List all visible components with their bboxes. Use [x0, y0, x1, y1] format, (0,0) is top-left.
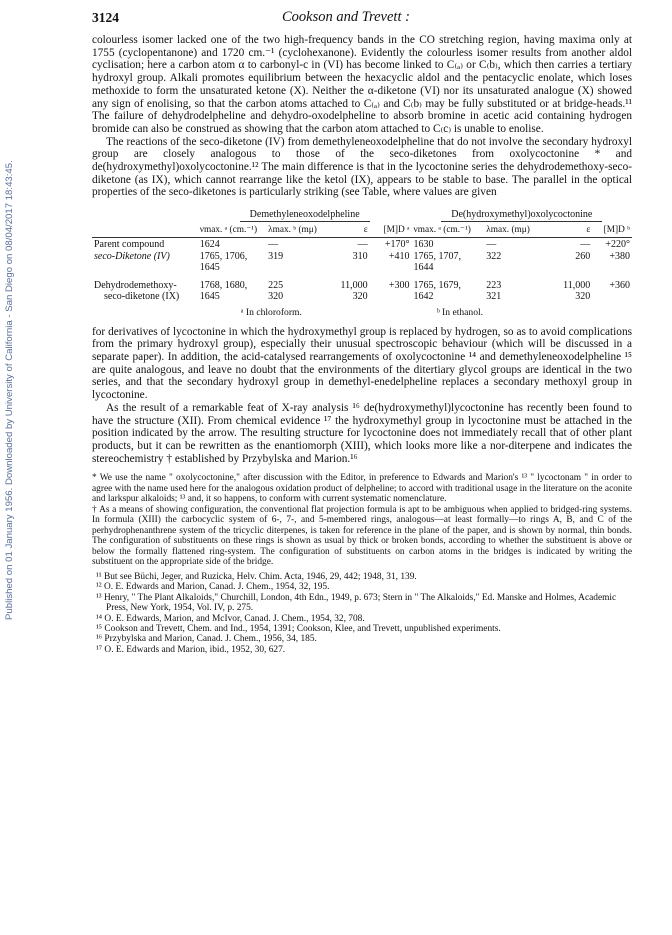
table-cell: 11,000 320 — [563, 279, 591, 303]
table-footnotes — [92, 307, 632, 318]
reference: ¹⁴ O. E. Edwards, Marion, and McIvor, Canad. J. Chem., 1954, 32, 708. — [96, 613, 365, 624]
reference-list — [92, 572, 632, 655]
table-column-header: λmax. ᵇ (mμ) — [266, 222, 321, 238]
table-cell: Dehydrodemethoxy- seco-diketone (IX) — [94, 279, 180, 303]
reference: ¹⁶ Przybylska and Marion, Canad. J. Chem., 1956, 34, 185. — [96, 634, 317, 645]
table-footnote: ᵇ In ethanol. — [436, 306, 484, 318]
table-footnote: ᵃ In chloroform. — [240, 306, 302, 318]
page-header — [92, 10, 632, 28]
reference: ¹⁵ Cookson and Trevett, Chem. and Ind., 1954, 1391; Cookson, Klee, and Trevett, unpublished experiments. — [96, 623, 501, 634]
table-cell: Parent compound — [94, 239, 165, 251]
sidebar-watermark — [2, 120, 18, 620]
table-cell: +410 — [388, 250, 410, 262]
table-cell: 319 — [268, 250, 284, 262]
table-cell: +300 — [388, 279, 410, 291]
table-column-header: ε — [321, 222, 369, 238]
table-cell: 1765, 1707, 1644 — [413, 250, 462, 274]
reference: ¹³ Henry, " The Plant Alkaloids," Churchill, London, 4th Edn., 1949, p. 673; Stern in " The Alkaloids," Ed. Manske and Holmes, Academic Press, New York, 1954, Vol. IV, p. 275. — [96, 592, 617, 614]
table-group-header: Demethyleneoxodelpheline — [240, 209, 370, 222]
reference: ¹⁷ O. E. Edwards and Marion, ibid., 1952, 30, 627. — [96, 644, 286, 655]
table-column-header: [M]D ᵇ — [592, 222, 632, 238]
table-row — [92, 238, 632, 251]
page-number: 3124 — [92, 10, 119, 25]
table-cell: 225 320 — [268, 279, 284, 303]
table-column-header: [M]D ᵃ — [370, 222, 412, 238]
running-title: Cookson and Trevett : — [282, 9, 410, 25]
table-column-header: ε — [544, 222, 592, 238]
table-column-header: νmax. ᵃ (cm.⁻¹) — [198, 222, 266, 238]
table-cell: 260 — [575, 250, 591, 262]
table-column-header: λmax. (mμ) — [484, 222, 544, 238]
paragraph: colourless isomer lacked one of the two high-frequency bands in the CO stretching region, having maxima only at 1755 (cyclopentanone) and 1720 cm.⁻¹ (cyclohexanone). Evidently the colourless isomer results from another aldol cyclisation; here a carbon atom α to carbonyl-c in (VI) has become linked to C₍ₐ₎ or C₍b₎, which then carries a tertiary hydroxyl group. Alkali promotes equilibrium between the hexacyclic aldol and the pentacyclic enolate, which loses methoxide to form the unsaturated ketone (X). Neither the α-diketone (VI) nor its unsaturated analogue (X) showed any sign of enolising, so that the carbon atoms attached to C₍ₐ₎ and C₍b₎ may be fully substituted or at bridge-heads.¹¹ The failure of dehydrodelpheline and dehydro-oxodelpheline to absorb bromine in acetic acid containing hydrogen bromide can also be construed as showing that the carbon atom attached to C₍c₎ is unable to enolise. — [92, 34, 632, 135]
table-column-header — [92, 222, 198, 238]
table-cell: 1768, 1680, 1645 — [199, 279, 248, 303]
table-cell: +380 — [609, 250, 630, 262]
table-cell: +170° — [384, 239, 410, 251]
reference: ¹² O. E. Edwards and Marion, Canad. J. Chem., 1954, 32, 195. — [96, 582, 330, 593]
table-cell: +360 — [609, 279, 630, 291]
table-group-header: De(hydroxymethyl)oxolycoctonine — [441, 209, 602, 222]
table-cell: 310 — [352, 250, 368, 262]
paragraph: As the result of a remarkable feat of X-ray analysis ¹⁶ de(hydroxymethyl)lycoctonine has recently been found to have the structure (XII). From chemical evidence ¹⁷ the hydroxymethyl group in lycoctonine must be attached in the position indicated by the arrow. The resulting structure for lycoctonine does not immediately recall that of other plant products, but it can be rewritten as the enantiomorph (XIII), which looks more like a nor-diterpene and indicates the stereochemistry † established by Przybylska and Marion.¹⁶ — [92, 401, 632, 465]
paragraph: for derivatives of lycoctonine in which the hydroxymethyl group is replaced by hydrogen, so as to avoid complications from the primary hydroxyl group), especially their unusual spectroscopic behaviour (which will be discussed in a separate paper). In addition, the acid-catalysed rearrangements of oxolycoctonine ¹⁴ and demethyleneoxodelpheline ¹⁵ are quite analogous, and leave no doubt that the environments of the ditertiary glycol groups are identical in the two series, and that the secondary hydroxyl group in demethyl-enedelpheline replaces a secondary methoxyl group in lycoctonine. — [92, 325, 632, 402]
reference: ¹¹ But see Büchi, Jeger, and Ruzicka, Helv. Chim. Acta, 1946, 29, 442; 1948, 31, 139. — [96, 571, 417, 582]
table-cell: 1765, 1706, 1645 — [199, 250, 248, 274]
table-cell: 1765, 1679, 1642 — [413, 279, 462, 303]
footnote: † As a means of showing configuration, the conventional flat projection formula is apt to be ambiguous when applied to bridged-ring systems. In formula (XIII) the carbocyclic system of 6-, 7-, and 5-membered rings, analogous—at least formally—to rings A, B, and C of the perhydrophenanthrene system of the tricyclic diterpenes, is taken for reference in the plane of the paper, and is shown by normal, thin bonds. The configuration of substituents on these rings is shown as usual by thick or broken bonds, according to whether the substituent is above or below the formally flattened ring-system. The configuration of substituents on carbon atoms in the bridges is indicated by writing the substituent on the appropriate side of the bridge. — [92, 504, 632, 568]
table-cell: — — [268, 239, 279, 251]
main-column — [92, 34, 632, 655]
table-cell: 11,000 320 — [340, 279, 368, 303]
table-cell: — — [486, 239, 497, 251]
table-row — [92, 280, 632, 303]
table-cell: 1630 — [413, 239, 434, 251]
optical-properties-table — [92, 209, 632, 303]
table-column-header: νmax. ᵃ (cm.⁻¹) — [412, 222, 485, 238]
paragraph: The reactions of the seco-diketone (IV) from demethyleneoxodelpheline that do not involve the secondary hydroxyl group are closely analogous to those of the seco-diketones from oxolycoctonine * and de(hydroxymethyl)oxolycoctonine.¹² The main difference is that in the lycoctonine series the dehydrodemethoxy-seco-diketone (as IX), which cannot rearrange like the ketol (IX), appears to be stable to base. The parallel in the optical properties of the seco-diketones is particularly striking (see Table, where values are given — [92, 135, 632, 199]
table-cell: 322 — [486, 250, 502, 262]
table-cell: — — [580, 239, 591, 251]
table-cell: — — [357, 239, 368, 251]
table-cell: 1624 — [199, 239, 220, 251]
table-cell: 223 321 — [486, 279, 502, 303]
table-cell: seco-Diketone (IV) — [94, 250, 170, 262]
sidebar-watermark-text: Published on 01 January 1956. Downloaded by University of California - San Diego on 08/04/2017 18:43:45. — [4, 160, 15, 620]
footnote: * We use the name " oxolycoctonine," after discussion with the Editor, in preference to Edwards and Marion's ¹³ " lycoctonam " in order to agree with the name used here for the analogous oxidation product of delpheline; to accord with traditional usage in the literature on the aconite and larkspur alkaloids; ¹³ and, it so happens, to conform with current systematic nomenclature. — [92, 473, 632, 505]
table-row — [92, 251, 632, 274]
table-cell: +220° — [605, 239, 630, 251]
